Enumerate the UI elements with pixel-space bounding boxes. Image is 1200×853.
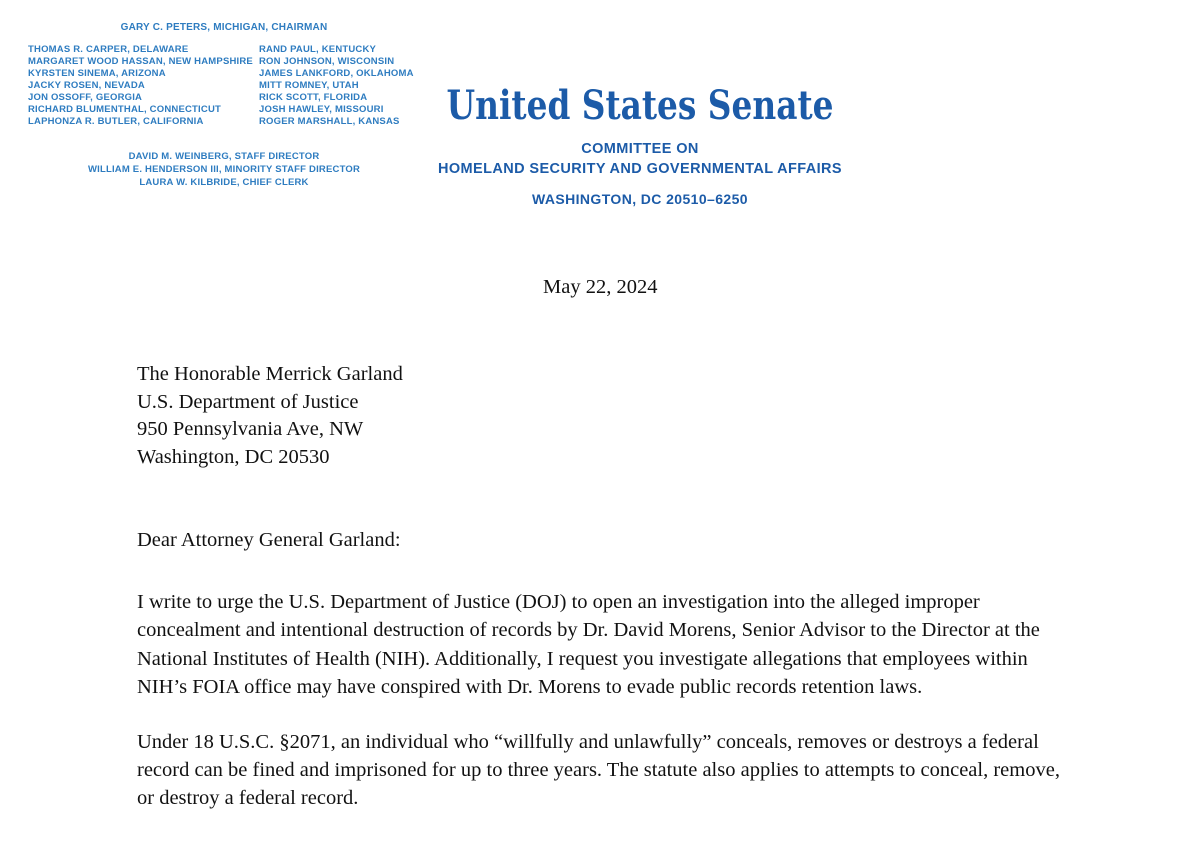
member-item: JOSH HAWLEY, MISSOURI bbox=[259, 104, 384, 115]
recipient-line: 950 Pennsylvania Ave, NW bbox=[137, 418, 364, 440]
member-item: LAPHONZA R. BUTLER, CALIFORNIA bbox=[28, 116, 204, 127]
paragraph: I write to urge the U.S. Department of Justice (DOJ) to open an investigation into the alleged improper concealment and intentional destruction of records by Dr. David Morens, Senior Advisor to the Director at the National Institutes of Health (NIH). Additionally, I request you investigate allegations that employees within NIH’s FOIA office may have conspired with Dr. Morens to evade public records retention laws. bbox=[137, 591, 1040, 699]
committee-line-2: HOMELAND SECURITY AND GOVERNMENTAL AFFAIRS bbox=[437, 161, 843, 177]
member-item: JACKY ROSEN, NEVADA bbox=[28, 80, 145, 91]
letterhead-roster bbox=[28, 22, 420, 189]
staff-item: DAVID M. WEINBERG, STAFF DIRECTOR bbox=[128, 151, 320, 162]
member-item: THOMAS R. CARPER, DELAWARE bbox=[28, 44, 189, 55]
paragraph: Under 18 U.S.C. §2071, an individual who “willfully and unlawfully” conceals, removes or destroys a federal record can be fined and imprisoned for up to three years. The statute also applies to attempts to conceal, remove, or destroy a federal record. bbox=[137, 730, 1060, 810]
salutation: Dear Attorney General Garland: bbox=[137, 529, 401, 551]
senate-title: United States Senate bbox=[446, 82, 834, 129]
members-right-column bbox=[259, 44, 420, 128]
member-item: JON OSSOFF, GEORGIA bbox=[28, 92, 143, 103]
committee-location: WASHINGTON, DC 20510–6250 bbox=[532, 191, 748, 207]
recipient-address bbox=[137, 361, 403, 471]
member-item: MARGARET WOOD HASSAN, NEW HAMPSHIRE bbox=[28, 56, 253, 67]
member-item: RICHARD BLUMENTHAL, CONNECTICUT bbox=[28, 104, 222, 115]
recipient-line: Washington, DC 20530 bbox=[137, 445, 330, 468]
letterhead-committee bbox=[400, 84, 880, 207]
member-item: RON JOHNSON, WISCONSIN bbox=[259, 56, 395, 67]
member-item: KYRSTEN SINEMA, ARIZONA bbox=[28, 68, 166, 79]
letter-body bbox=[137, 588, 1063, 839]
recipient-line: U.S. Department of Justice bbox=[137, 390, 359, 413]
member-item: ROGER MARSHALL, KANSAS bbox=[259, 116, 400, 127]
member-item: JAMES LANKFORD, OKLAHOMA bbox=[259, 68, 414, 79]
member-item: RICK SCOTT, FLORIDA bbox=[259, 92, 368, 103]
member-item: MITT ROMNEY, UTAH bbox=[259, 80, 359, 91]
recipient-line: The Honorable Merrick Garland bbox=[137, 363, 403, 385]
committee-line-1: COMMITTEE ON bbox=[581, 141, 699, 157]
staff-list bbox=[28, 150, 420, 189]
letter-date: May 22, 2024 bbox=[543, 276, 658, 298]
members-left-column bbox=[28, 44, 259, 128]
staff-item: LAURA W. KILBRIDE, CHIEF CLERK bbox=[139, 177, 309, 188]
members-columns bbox=[28, 44, 420, 128]
chairman-line: GARY C. PETERS, MICHIGAN, CHAIRMAN bbox=[120, 22, 328, 33]
staff-item: WILLIAM E. HENDERSON III, MINORITY STAFF DIRECTOR bbox=[87, 164, 361, 175]
member-item: RAND PAUL, KENTUCKY bbox=[259, 44, 377, 55]
